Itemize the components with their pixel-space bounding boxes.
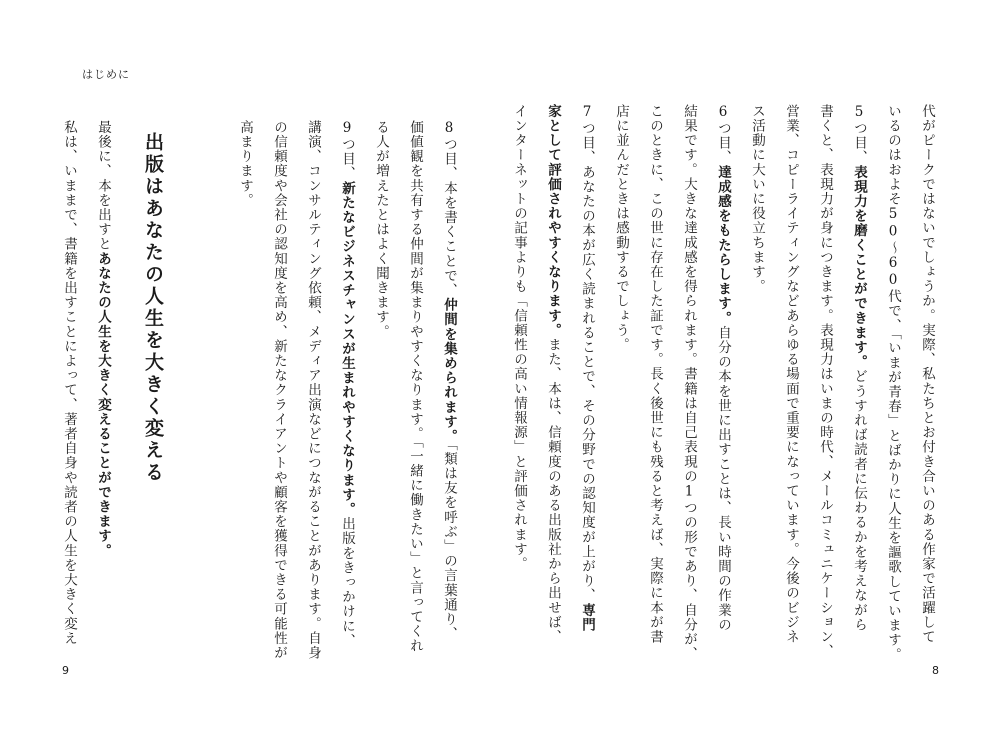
text-run: 自分の本を世に出すことは、長い時間の作業の — [715, 325, 731, 633]
text-line — [296, 120, 330, 661]
bold-text-run: 家として評価されやすくなります。 — [545, 104, 561, 338]
text-line — [638, 104, 672, 645]
text-run: ス活動に大いに役立ちます。 — [749, 104, 765, 294]
text-line — [706, 104, 740, 633]
text-line — [876, 104, 910, 663]
text-run: 5つ目、 — [851, 104, 867, 165]
page-number-left: 9 — [62, 664, 69, 677]
text-run: 6つ目、 — [715, 104, 731, 165]
running-header: はじめに — [82, 68, 130, 81]
text-line — [364, 120, 398, 640]
text-line — [604, 104, 638, 624]
text-run: どうすれば読者に伝わるかを考えながら — [851, 369, 867, 633]
text-run: 講演、コンサルティング依頼、メディア出演などにつながることがあります。自身 — [305, 120, 321, 661]
text-line — [672, 104, 706, 662]
text-run: このときに、この世に存在した証です。長く後世にも残ると考えば、実際に本が書 — [647, 104, 663, 645]
page-number-right: 8 — [932, 664, 939, 677]
bold-text-run: 仲間を集められます。 — [441, 297, 457, 444]
text-run: 「類は友を呼ぶ」の言葉通り、 — [441, 443, 457, 642]
text-run: 7つ目、あなたの本が広く読まれることで、その分野での認知度が上がり、 — [579, 104, 595, 603]
text-run: また、本は、信頼度のある出版社から出せば、 — [545, 337, 561, 645]
text-run: る人が増えたとはよく聞きます。 — [373, 120, 389, 339]
bold-text-run: あなたの人生を大きく変えることができます。 — [95, 251, 111, 559]
text-run: 営業、コピーライティングなどあらゆる場面で重要になっています。今後のビジネ — [783, 104, 799, 645]
text-line — [910, 104, 944, 645]
text-line — [86, 120, 120, 640]
text-line — [740, 104, 774, 624]
text-line — [330, 120, 364, 649]
text-run: インターネットの記事よりも「信頼性の高い情報源」と評価されます。 — [511, 104, 527, 572]
text-line — [502, 104, 536, 624]
bold-text-run: 達成感をもたらします。 — [715, 164, 731, 326]
text-line — [432, 120, 466, 640]
text-line — [228, 120, 262, 640]
text-run: 出版をきっかけに、 — [339, 516, 355, 649]
text-run: 価値観を共有する仲間が集まりやすくなります。「一緒に働きたい」と言ってくれ — [407, 120, 423, 654]
text-run: 書くと、表現力が身につきます。表現力はいまの時代、メールコミュニケーション、 — [817, 104, 833, 659]
right-page-body — [502, 104, 944, 663]
text-line — [842, 104, 876, 633]
text-run: 結果です。大きな達成感を得られます。書籍は自己表現の1つの形であり、自分が、 — [681, 104, 697, 662]
text-line — [262, 120, 296, 661]
text-run: 8つ目、本を書くことで、 — [441, 120, 457, 298]
bold-text-run: 専門 — [579, 602, 595, 633]
text-run: 最後に、本を出すと — [95, 120, 111, 252]
text-run: 高まります。 — [237, 120, 253, 208]
bold-text-run: 表現力を磨くことができます。 — [851, 164, 867, 370]
text-line — [808, 104, 842, 659]
text-line — [570, 104, 604, 633]
text-run: 店に並んだときは感動するでしょう。 — [613, 104, 629, 353]
text-run: 私は、いままで、書籍を出すことによって、著者自身や読者の人生を大きく変え — [61, 120, 77, 646]
text-line — [774, 104, 808, 645]
text-run: 9つ目、 — [339, 120, 355, 181]
text-line — [398, 120, 432, 654]
left-page-body-upper — [228, 120, 466, 661]
left-page-body-lower — [52, 120, 120, 646]
bold-text-run: 新たなビジネスチャンスが生まれやすくなります。 — [339, 180, 355, 517]
text-run: いるのはおよそ50〜60代で、「いまが青春」とばかりに人生を謳歌しています。 — [885, 104, 901, 663]
text-line — [536, 104, 570, 645]
text-line — [52, 120, 86, 646]
text-run: 代がピークではないでしょうか。実際、私たちとお付き合いのある作家で活躍して — [919, 104, 935, 645]
section-heading: 出版はあなたの人生を大きく変える — [142, 132, 164, 484]
text-run: の信頼度や会社の認知度を高め、新たなクライアントや顧客を獲得できる可能性が — [271, 120, 287, 661]
